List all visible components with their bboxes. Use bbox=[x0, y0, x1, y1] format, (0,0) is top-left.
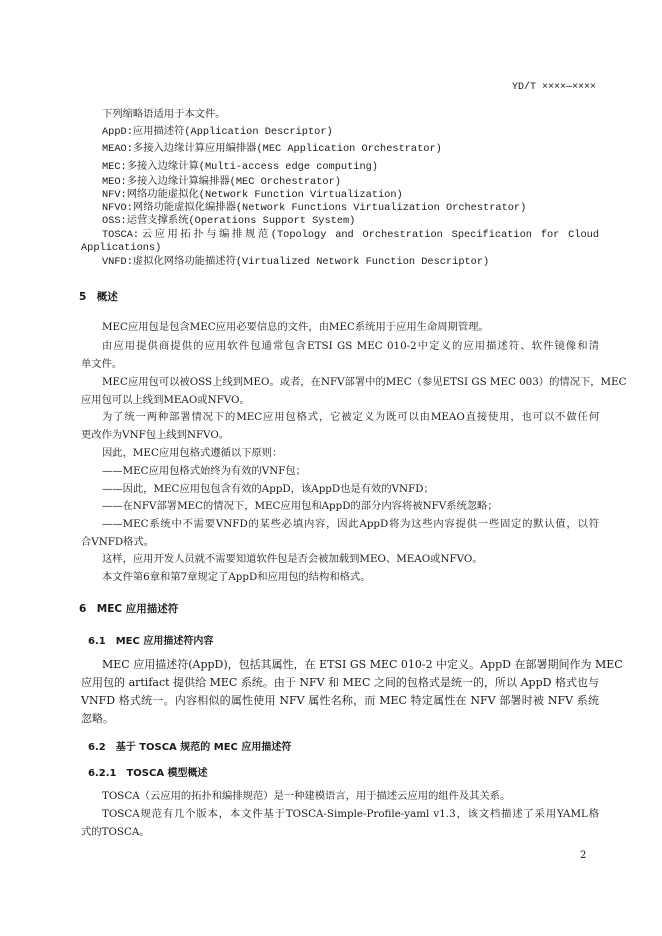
s61-line-3: VNFD 格式统一。内容相似的属性使用 NFV 属性名称，而 MEC 特定属性在 NFV 部署时被 NFV 系统 bbox=[81, 694, 599, 707]
s621-p2-cont: 式的TOSCA。 bbox=[81, 826, 150, 838]
s5-p3-cont: 应用包可以上线到MEAO或NFVO。 bbox=[81, 394, 250, 406]
abbr-nfv: NFV:网络功能虚拟化(Network Function Virtualization) bbox=[102, 189, 403, 201]
s5-bullet-4: ——MEC系统中不需要VNFD的某些必填内容，因此AppD将为这些内容提供一些固定的默认值，以符 bbox=[102, 518, 599, 530]
s5-p4: 为了统一两种部署情况下的MEC应用包格式，它被定义为既可以由MEAO直接使用，也可以不做任何 bbox=[102, 411, 599, 423]
section-5-heading: 5 概述 bbox=[79, 291, 118, 303]
abbr-tosca-cont: Applications) bbox=[81, 242, 162, 254]
s5-p2: 由应用提供商提供的应用软件包通常包含ETSI GS MEC 010-2中定义的应用描述符、软件镜像和清 bbox=[102, 340, 599, 352]
s61-line-1: MEC 应用描述符(AppD)，包括其属性，在 ETSI GS MEC 010-2 中定义。AppD 在部署期间作为 MEC bbox=[102, 658, 623, 671]
s621-p1: TOSCA（云应用的拓扑和编排规范）是一种建模语言，用于描述云应用的组件及其关系。 bbox=[102, 790, 511, 802]
s5-p7: 本文件第6章和第7章规定了AppD和应用包的结构和格式。 bbox=[102, 571, 371, 583]
abbr-appd: AppD:应用描述符(Application Descriptor) bbox=[102, 126, 333, 138]
abbr-mec: MEC:多接入边缘计算(Multi-access edge computing) bbox=[102, 161, 378, 173]
abbr-vnfd: VNFD:虚拟化网络功能描述符(Virtualized Network Function Descriptor) bbox=[102, 256, 490, 268]
s5-p2-cont: 单文件。 bbox=[81, 358, 123, 370]
s5-bullet-2: ——因此，MEC应用包包含有效的AppD，该AppD也是有效的VNFD； bbox=[102, 483, 434, 495]
s5-p5: 因此，MEC应用包格式遵循以下原则： bbox=[102, 447, 283, 459]
abbr-nfvo: NFVO:网络功能虚拟化编排器(Network Functions Virtualization Orchestrator) bbox=[102, 202, 527, 214]
section-6-2-heading: 6.2 基于 TOSCA 规范的 MEC 应用描述符 bbox=[88, 742, 292, 753]
abbr-meo: MEO:多接入边缘计算编排器(MEC Orchestrator) bbox=[102, 176, 341, 188]
s5-p1: MEC应用包是包含MEC应用必要信息的文件，由MEC系统用于应用生命周期管理。 bbox=[102, 321, 489, 333]
abbreviations-intro: 下列缩略语适用于本文件。 bbox=[102, 108, 226, 120]
document-id: YD/T ××××—×××× bbox=[512, 82, 597, 93]
s5-bullet-4-cont: 合VNFD格式。 bbox=[81, 536, 155, 548]
abbr-oss: OSS:运营支撑系统(Operations Support System) bbox=[102, 215, 356, 227]
page-number: 2 bbox=[580, 850, 587, 861]
section-6-2-1-heading: 6.2.1 TOSCA 模型概述 bbox=[88, 768, 208, 779]
section-6-heading: 6 MEC 应用描述符 bbox=[79, 603, 179, 615]
s5-bullet-1: ——MEC应用包格式始终为有效的VNF包； bbox=[102, 465, 306, 477]
s61-line-2: 应用包的 artifact 提供给 MEC 系统。由于 NFV 和 MEC 之间的包格式是统一的，所以 AppD 格式也与 bbox=[81, 676, 599, 689]
s5-p6: 这样，应用开发人员就不需要知道软件包是否会被加载到MEO、MEAO或NFVO。 bbox=[102, 553, 483, 565]
s61-line-4: 忽略。 bbox=[81, 712, 114, 725]
abbr-tosca: TOSCA:云应用拓扑与编排规范(Topology and Orchestration Specification for Cloud bbox=[102, 229, 599, 241]
s5-bullet-3: ——在NFV部署MEC的情况下，MEC应用包和AppD的部分内容将被NFV系统忽略； bbox=[102, 500, 498, 512]
s5-p3: MEC应用包可以被OSS上线到MEO。或者，在NFV部署中的MEC（参见ETSI GS MEC 003）的情况下，MEC bbox=[102, 376, 627, 388]
section-6-1-heading: 6.1 MEC 应用描述符内容 bbox=[88, 636, 214, 647]
s5-p4-cont: 更改作为VNF包上线到NFVO。 bbox=[81, 429, 230, 441]
abbr-meao: MEAO:多接入边缘计算应用编排器(MEC Application Orchestrator) bbox=[102, 143, 442, 155]
s621-p2: TOSCA规范有几个版本，本文件基于TOSCA-Simple-Profile-yaml v1.3，该文档描述了采用YAML格 bbox=[102, 808, 599, 820]
